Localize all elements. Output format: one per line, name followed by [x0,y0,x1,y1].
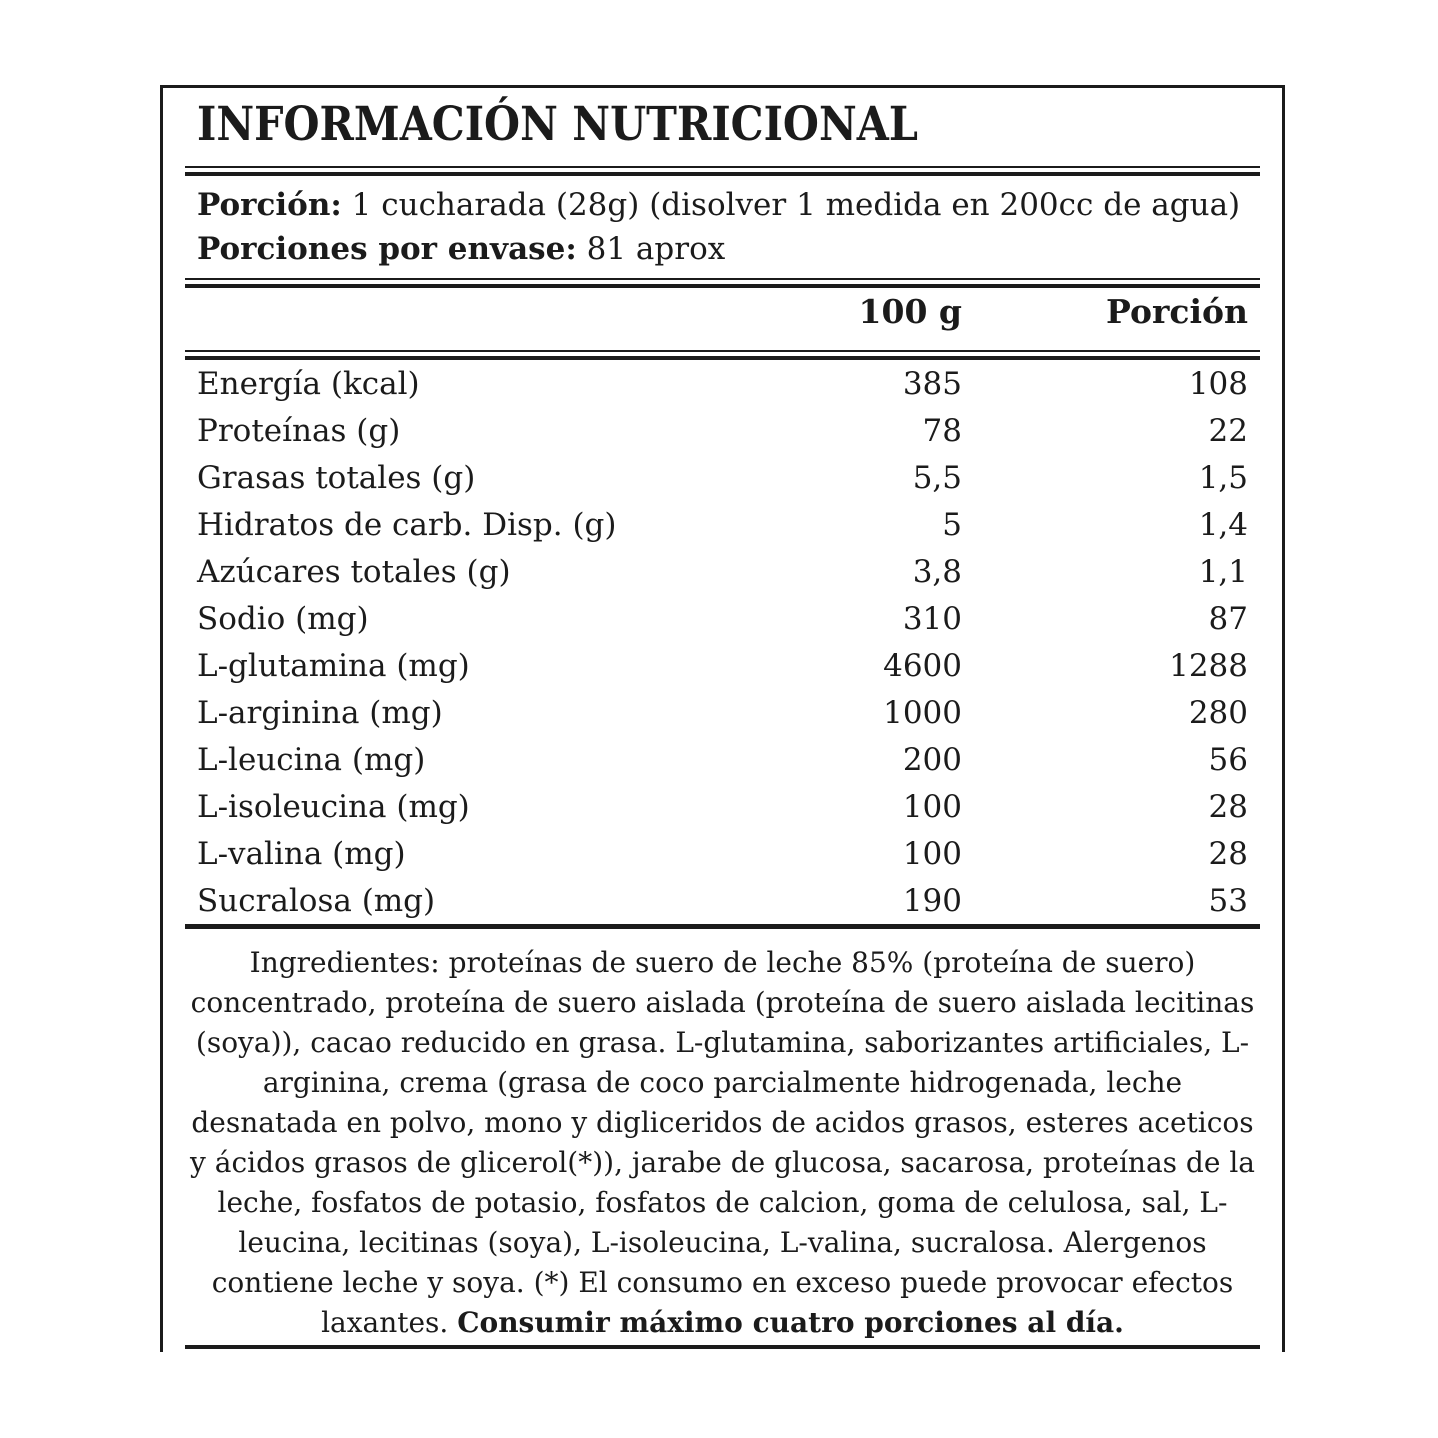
row-name: Sodio (mg) [197,600,369,637]
serving-size-value: 1 cucharada (28g) (disolver 1 medida en 200cc de agua) [341,187,1241,223]
row-value-portion: 1288 [1169,647,1248,684]
nutrition-table [197,288,1248,334]
row-value-portion: 56 [1208,741,1248,778]
row-value-100g: 100 [902,835,962,872]
row-value-portion: 1,4 [1198,506,1248,543]
row-value-100g: 78 [922,412,962,449]
divider-bottom [185,1345,1260,1349]
row-name: L-arginina (mg) [197,694,443,731]
row-value-100g: 5 [942,506,962,543]
row-name: L-leucina (mg) [197,741,426,778]
table-row [197,595,1248,642]
column-header-100g: 100 g [858,291,962,331]
row-value-portion: 280 [1188,694,1248,731]
row-name: Sucralosa (mg) [197,882,436,919]
row-value-portion: 22 [1208,412,1248,449]
table-row [197,877,1248,924]
serving-size-line [197,184,1248,226]
table-row [197,501,1248,548]
row-value-100g: 5,5 [912,459,962,496]
divider-under-table [185,924,1260,929]
row-value-100g: 3,8 [912,553,962,590]
table-row [197,454,1248,501]
row-value-100g: 4600 [883,647,962,684]
row-value-100g: 1000 [883,694,962,731]
row-value-100g: 385 [902,365,962,402]
divider-under-title [185,166,1260,176]
row-value-100g: 190 [902,882,962,919]
nutrition-label [160,85,1285,1352]
row-value-portion: 87 [1208,600,1248,637]
row-name: L-glutamina (mg) [197,647,470,684]
table-row [197,830,1248,877]
row-name: Grasas totales (g) [197,459,476,496]
row-value-portion: 1,5 [1198,459,1248,496]
table-row [197,642,1248,689]
row-value-portion: 53 [1208,882,1248,919]
table-row [197,783,1248,830]
ingredients-text: Ingredientes: proteínas de suero de leche 85% (proteína de suero) concentrado, proteína de suero aislada (proteína de suero aislada lecitinas (soya)), cacao reducido en grasa. L-glutamina, saborizantes artificiales, L-arginina, crema (grasa de coco parcialmente hidrogenada, leche desnatada en polvo, mono y digliceridos de acidos grasos, esteres aceticos y ácidos grasos de glicerol(*)), jarabe de glucosa, sacarosa, proteínas de la leche, fosfatos de potasio, fosfatos de calcion, goma de celulosa, sal, L-leucina, lecitinas (soya), L-isoleucina, L-valina, sucralosa. Alergenos contiene leche y soya. (*) El consumo en exceso puede provocar efectos laxantes. [190,946,1255,1339]
row-name: Energía (kcal) [197,365,420,402]
row-value-portion: 108 [1188,365,1248,402]
servings-per-container-value: 81 aprox [576,231,726,267]
row-name: L-valina (mg) [197,835,406,872]
divider-above-table-header [185,278,1260,288]
label-title: INFORMACIÓN NUTRICIONAL [197,97,918,152]
table-row [197,360,1248,407]
row-name: L-isoleucina (mg) [197,788,470,825]
ingredients-paragraph [189,943,1256,1343]
row-value-portion: 1,1 [1198,553,1248,590]
row-value-portion: 28 [1208,788,1248,825]
consumption-warning-text: Consumir máximo cuatro porciones al día. [457,1306,1124,1339]
serving-size-label: Porción: [197,187,342,223]
servings-per-container-label: Porciones por envase: [197,231,577,267]
servings-per-container-line [197,228,1248,270]
divider-under-table-header [185,350,1260,360]
row-value-100g: 200 [902,741,962,778]
row-name: Azúcares totales (g) [197,553,511,590]
table-header-row [197,288,1248,334]
row-value-100g: 100 [902,788,962,825]
row-name: Proteínas (g) [197,412,401,449]
row-name: Hidratos de carb. Disp. (g) [197,506,617,543]
nutrition-table-body [197,360,1248,924]
row-value-portion: 28 [1208,835,1248,872]
table-row [197,407,1248,454]
table-row [197,689,1248,736]
table-row [197,736,1248,783]
row-value-100g: 310 [902,600,962,637]
column-header-portion: Porción [1106,291,1248,331]
table-row [197,548,1248,595]
